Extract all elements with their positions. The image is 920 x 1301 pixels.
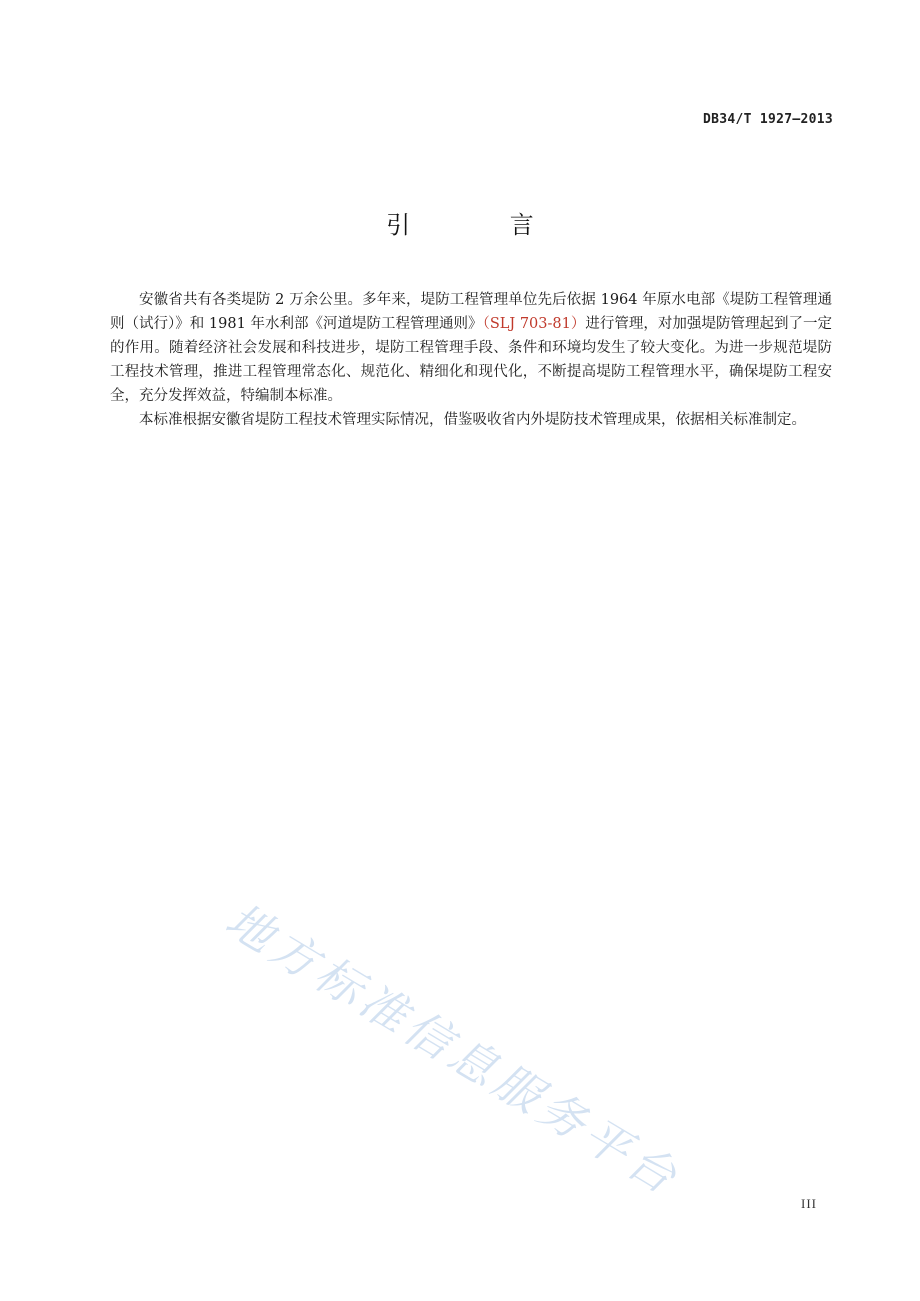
paragraph-1 — [110, 288, 832, 408]
page-number: III — [801, 1196, 817, 1211]
paragraph-2: 本标准根据安徽省堤防工程技术管理实际情况，借鉴吸收省内外堤防技术管理成果，依据相关标准制定。 — [139, 412, 806, 428]
watermark: 地方标准信息服务平台 — [216, 892, 691, 1207]
standard-code: DB34/T 1927—2013 — [702, 112, 833, 127]
page-title: 引 言 — [386, 211, 580, 239]
standard-reference: （SLJ 703-81） — [482, 316, 586, 332]
paragraph-1-text-b: 进行管理，对加强堤防管理起到了一定的作用。随着经济社会发展和科技进步，堤防工程管理手段、条件和环境均发生了较大变化。为进一步规范堤防工程技术管理，推进工程管理常态化、规范化、精细化和现代化，不断提高堤防工程管理水平，确保堤防工程安全，充分发挥效益，特编制本标准。 — [110, 316, 833, 404]
introduction-body — [110, 288, 832, 432]
paragraph-1-text-a: 安徽省共有各类堤防 2 万余公里。多年来，堤防工程管理单位先后依据 1964 年原水电部《堤防工程管理通则（试行）》和 1981 年水利部《河道堤防工程管理通则》 — [110, 292, 832, 332]
